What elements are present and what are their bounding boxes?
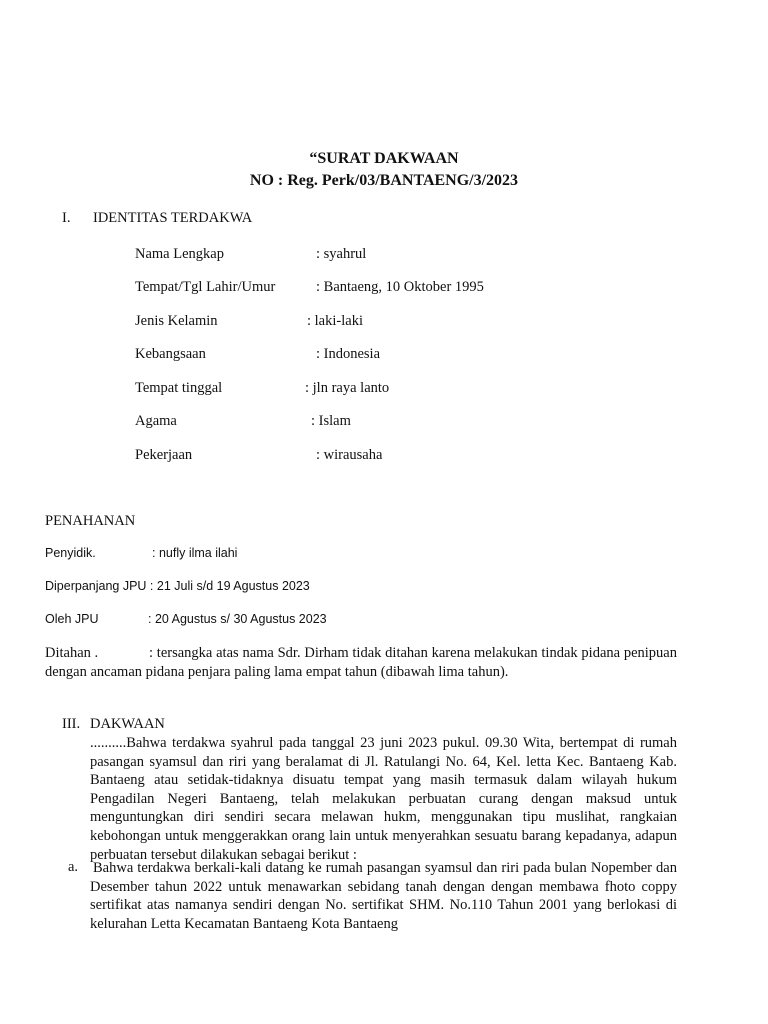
field-label-agama: Agama xyxy=(135,413,177,429)
dakwaan-paragraph: ..........Bahwa terdakwa syahrul pada tanggal 23 juni 2023 pukul. 09.30 Wita, bertempat di rumah pasangan syamsul dan riri yang beralamat di Jl. Ratulangi No. 64, Kel. letta Kec. Bantaeng Kab. Bantaeng atau setidak-tidaknya disuatu tempat yang masih termasuk dalam wilayah hukum Pengadilan Negeri Bantaeng, telah melakukan perbuatan curang dengan maksud untuk menguntungkan diri sendiri secara melawan hukm, menggunakan tipu muslihat, rangkaian kebohongan untuk menggerakkan orang lain untuk menyerahkan sesuatu barang kepadanya, adapun perbuatan tersebut dilakukan sebagai berikut : xyxy=(90,735,677,863)
ditahan-label: Ditahan . xyxy=(45,645,99,661)
registration-number: NO : Reg. Perk/03/BANTAENG/3/2023 xyxy=(249,172,519,189)
item-a-marker: a. xyxy=(68,859,79,875)
section-3-numeral: III. xyxy=(62,716,81,732)
ditahan-text: : tersangka atas nama Sdr. Dirham tidak ditahan karena melakukan tindak pidana penipuan dengan ancaman pidana penjara paling lama empat tahun (dibawah lima tahun). xyxy=(45,645,677,680)
oleh-jpu-label: Oleh JPU xyxy=(45,612,99,626)
oleh-jpu-value: : 20 Agustus s/ 30 Agustus 2023 xyxy=(148,612,327,626)
section-1-heading: IDENTITAS TERDAKWA xyxy=(93,210,253,226)
ditahan-paragraph xyxy=(45,644,677,681)
field-value-tempat-tinggal: : jln raya lanto xyxy=(305,380,390,396)
field-label-pekerjaan: Pekerjaan xyxy=(135,447,193,463)
field-value-pekerjaan: : wirausaha xyxy=(316,447,383,463)
section-3-heading: DAKWAAN xyxy=(90,716,165,732)
field-value-jenis-kelamin: : laki-laki xyxy=(307,313,363,329)
document-title: “SURAT DAKWAAN xyxy=(309,150,459,167)
field-label-kebangsaan: Kebangsaan xyxy=(135,346,206,362)
penyidik-value: : nufly ilma ilahi xyxy=(152,546,238,560)
jpu-extension: Diperpanjang JPU : 21 Juli s/d 19 Agustus 2023 xyxy=(45,579,310,593)
field-value-agama: : Islam xyxy=(311,413,351,429)
section-1-numeral: I. xyxy=(62,210,71,226)
field-label-jenis-kelamin: Jenis Kelamin xyxy=(135,313,218,329)
field-label-nama: Nama Lengkap xyxy=(135,246,224,262)
penahanan-heading: PENAHANAN xyxy=(45,513,136,529)
field-label-tempat-tinggal: Tempat tinggal xyxy=(135,380,223,396)
field-value-nama: : syahrul xyxy=(316,246,367,262)
field-value-ttl: : Bantaeng, 10 Oktober 1995 xyxy=(316,279,484,295)
field-label-ttl: Tempat/Tgl Lahir/Umur xyxy=(135,279,276,295)
penyidik-label: Penyidik. xyxy=(45,546,96,560)
field-value-kebangsaan: : Indonesia xyxy=(316,346,381,362)
item-a-text: Bahwa terdakwa berkali-kali datang ke rumah pasangan syamsul dan riri pada bulan Nopember dan Desember tahun 2022 untuk menawarkan sebidang tanah dengan dengan membawa fhoto coppy sertifikat atas namanya sendiri dengan No. sertifikat SHM. No.110 Tahun 2001 yang berlokasi di kelurahan Letta Kecamatan Bantaeng Kota Bantaeng xyxy=(90,860,677,932)
